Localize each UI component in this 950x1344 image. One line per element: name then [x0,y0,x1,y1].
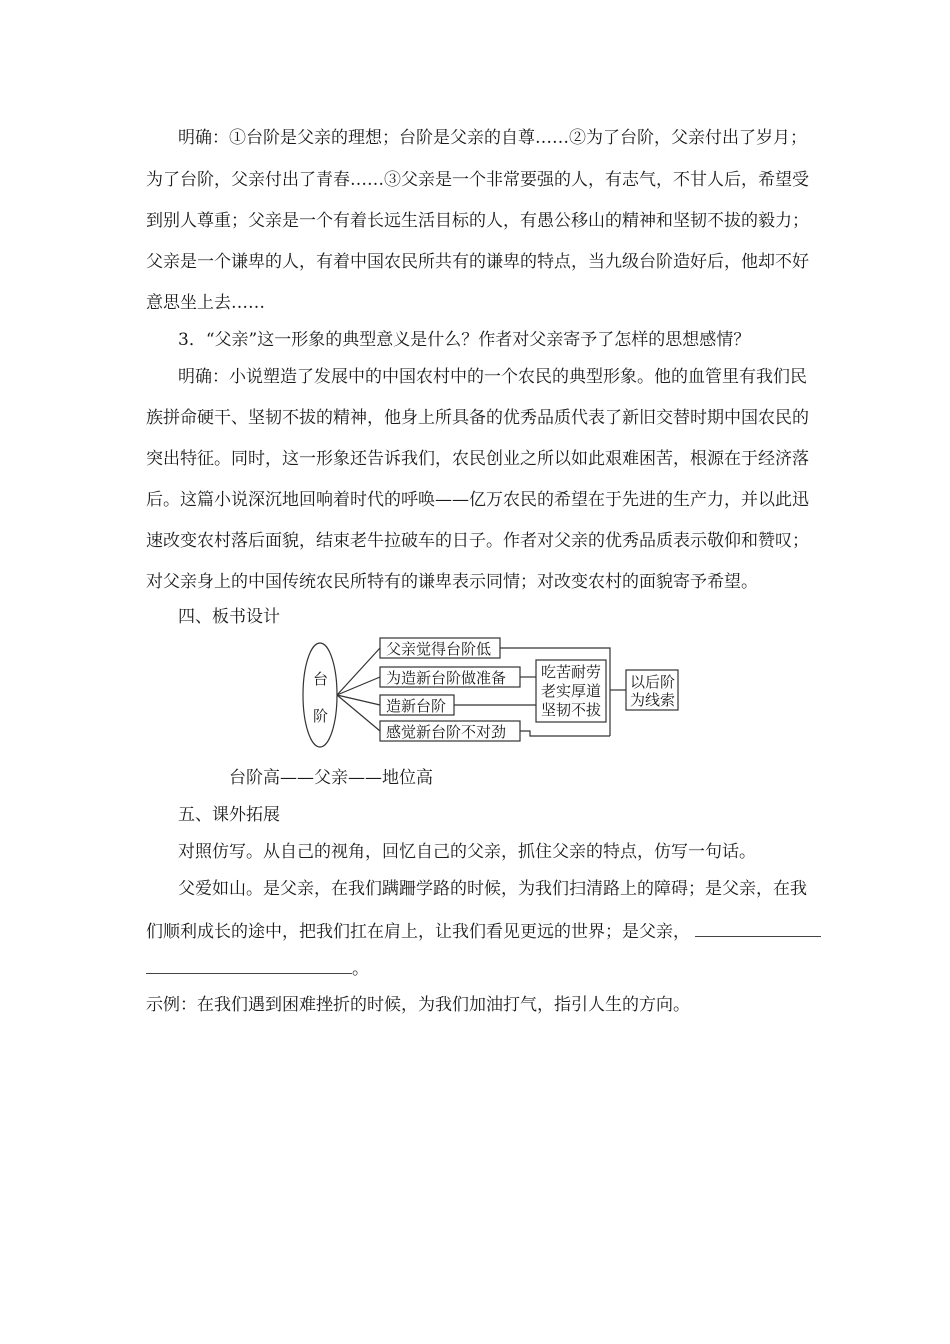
answer3-line-5: 速改变农村落后面貌，结束老牛拉破车的日子。作者对父亲的优秀品质表示敬仰和赞叹； [146,531,809,551]
section-4-title: 四、板书设计 [178,607,280,627]
oval-char-2: 阶 [313,707,329,725]
fill-blank-1[interactable] [695,920,821,937]
clue-line-2: 为线索 [630,691,676,709]
branch-label-2: 为造新台阶做准备 [386,669,507,687]
fill-blank-2[interactable] [146,957,352,974]
blackboard-diagram [300,630,690,750]
exercise-instruction: 对照仿写。从自己的视角，回忆自己的父亲，抓住父亲的特点，仿写一句话。 [178,842,756,862]
answer1-line-4: 父亲是一个谦卑的人，有着中国农民所共有的谦卑的特点，当九级台阶造好后，他却不好 [146,252,809,272]
question-3: 3．“父亲”这一形象的典型意义是什么？作者对父亲寄予了怎样的思想感情？ [178,330,751,350]
exercise-example: 示例：在我们遇到困难挫折的时候，为我们加油打气，指引人生的方向。 [146,995,690,1015]
answer3-line-4: 后。这篇小说深沉地回响着时代的呼唤——亿万农民的希望在于先进的生产力，并以此迅 [146,490,809,510]
quality-3: 坚韧不拔 [541,701,602,719]
quality-1: 吃苦耐劳 [541,663,602,681]
exercise-line-2-text: 们顺利成长的途中，把我们扛在肩上，让我们看见更远的世界；是父亲， [146,922,690,942]
exercise-period: 。 [352,959,369,979]
branch-label-3: 造新台阶 [386,697,447,715]
answer3-line-3: 突出特征。同时，这一形象还告诉我们，农民创业之所以如此艰难困苦，根源在于经济落 [146,449,809,469]
answer1-line-1: 明确：①台阶是父亲的理想；台阶是父亲的自尊……②为了台阶，父亲付出了岁月； [178,128,807,148]
clue-line-1: 以后阶 [630,673,676,691]
answer1-line-5: 意思坐上去…… [146,293,265,313]
answer3-line-2: 族拼命硬干、坚韧不拔的精神，他身上所具备的优秀品质代表了新旧交替时期中国农民的 [146,408,809,428]
branch-label-1: 父亲觉得台阶低 [386,640,492,658]
answer1-line-2: 为了台阶，父亲付出了青春……③父亲是一个非常要强的人，有志气，不甘人后，希望受 [146,170,809,190]
exercise-line-1: 父爱如山。是父亲，在我们蹒跚学路的时候，为我们扫清路上的障碍；是父亲，在我 [178,879,807,899]
oval-node [303,643,337,747]
exercise-line-3 [146,957,369,979]
answer3-line-1: 明确：小说塑造了发展中的中国农村中的一个农民的典型形象。他的血管里有我们民 [178,367,807,387]
section-5-title: 五、课外拓展 [178,805,280,825]
answer1-line-3: 到别人尊重；父亲是一个有着长远生活目标的人，有愚公移山的精神和坚韧不拔的毅力； [146,211,809,231]
exercise-line-2 [146,920,821,942]
quality-2: 老实厚道 [541,682,602,700]
oval-char-1: 台 [313,670,329,688]
diagram-caption: 台阶高——父亲——地位高 [229,768,433,788]
answer3-line-6: 对父亲身上的中国传统农民所特有的谦卑表示同情；对改变农村的面貌寄予希望。 [146,572,758,592]
branch-label-4: 感觉新台阶不对劲 [386,723,507,741]
